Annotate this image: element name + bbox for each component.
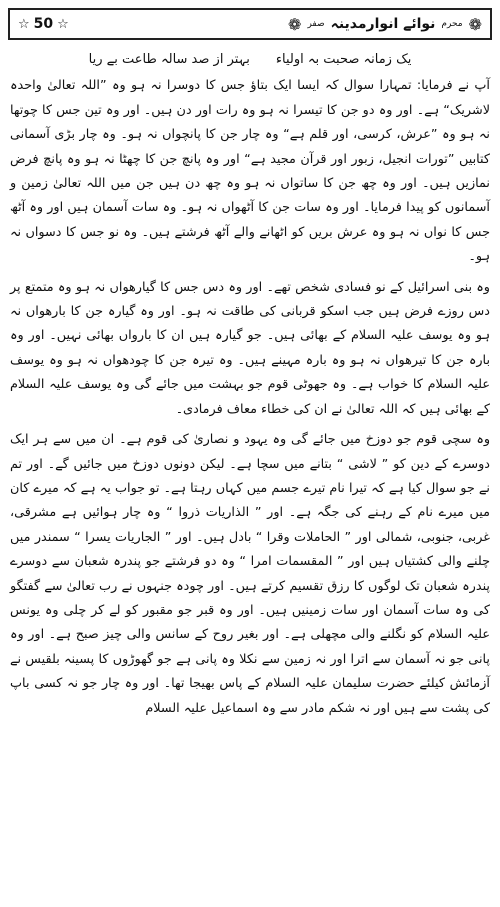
month-label-left: محرم (441, 19, 463, 29)
couplet-first-line: یک زمانہ صحبت بہ اولیاء (275, 52, 412, 67)
page-header (8, 8, 492, 40)
paragraph: آپ نے فرمایا: تمہارا سوال کہ ایسا ایک بتاؤ جس کا دوسرا نہ ہو وہ ”اللہ تعالیٰ واحدہ لاشریک“ ہے۔ اور وہ دو جن کا تیسرا نہ ہو وہ رات اور دن ہیں۔ اور وہ تین جس کا چوتھا نہ ہو وہ ”عرش، کرسی، اور قلم ہے“ وہ چار جن کا پانچواں نہ ہو۔ وہ چار بڑی آسمانی کتابیں ”تورات انجیل، زبور اور قرآن مجید ہے“ اور وہ پانچ جن کا چھٹا نہ ہو وہ پانچ فرض نمازیں ہیں۔ اور وہ چھ جن کا ساتواں نہ ہو وہ چھ دن ہیں جن میں اللہ تعالیٰ زمین و آسمانوں کو پیدا فرمایا۔ اور وہ سات جن کا آٹھواں نہ ہو۔ وہ سات آسمان ہیں اور وہ آٹھ جس کا نواں نہ ہو وہ عرش بریں کو اٹھانے والے آٹھ فرشتے ہیں۔ وہ نو جس کا دسواں نہ ہو۔ (10, 78, 490, 265)
flower-ornament-icon: ❁ (468, 14, 482, 34)
page-number: 50 (33, 16, 54, 32)
poetry-couplet (10, 48, 490, 72)
flower-ornament-icon: ❁ (288, 14, 302, 34)
article-body (10, 48, 490, 727)
paragraph: وہ بنی اسرائیل کے نو فسادی شخص تھے۔ اور وہ دس جس کا گیارھواں نہ ہو وہ متمتع پر دس روزے فرض ہیں جب اسکو قربانی کی طاقت نہ ہو۔ اور وہ گیارہ جن کا بارھواں نہ ہو وہ یوسف علیہ السلام کے بھائی ہیں۔ جو گیارہ ہیں ان کا بارواں بھائی نہیں۔ اور وہ بارہ جن کا تیرھواں نہ ہو وہ بارہ مہینے ہیں۔ وہ تیرہ جن کا چودھواں نہ ہو وہ یوسف علیہ السلام کا خواب ہے۔ وہ جھوٹی قوم جو بہشت میں جائے گی وہ یوسف علیہ السلام کے بھائی ہیں کہ اللہ تعالیٰ نے ان کی خطاء معاف فرمادی۔ (10, 279, 490, 417)
page-number-box (18, 16, 69, 32)
couplet-second-line: بہتر از صد سالہ طاعت بے ریا (88, 52, 250, 67)
month-label-right: صفر (307, 19, 325, 29)
magazine-title-box (288, 15, 482, 34)
magazine-title: نوائے انوارمدینہ (330, 16, 436, 32)
star-icon: ☆ (18, 16, 30, 32)
paragraph: وہ سچی قوم جو دوزخ میں جائے گی وہ یہود و نصاریٰ کی قوم ہے۔ ان میں سے ہر ایک دوسرے کے دین کو ” لاشی “ بتانے میں سچا ہے۔ لیکن دونوں دوزخ میں جائیں گے۔ اور تم نے جو سوال کیا ہے کہ تیرا نام تیرے جسم میں کہاں رہتا ہے۔ تو جواب یہ ہے کہ میرے کان میں میرے نام کے رہنے کی جگہ ہے۔ اور ” الذاریات ذروا “ وہ چار ہوائیں ہے مشرقی، غربی، جنوبی، شمالی اور ” الحاملات وقرا “ بادل ہیں۔ اور ” الجاریات یسرا “ سمندر میں چلنے والی کشتیاں ہیں اور ” المقسمات امرا “ وہ دو فرشتے جو پندرہ شعبان سے دوسرے پندرہ شعبان تک لوگوں کا رزق تقسیم کرتے ہیں۔ اور چودہ جنہوں نے رب تعالیٰ سے گفتگو کی وہ سات آسمان اور سات زمینیں ہیں۔ اور وہ قبر جو مقبور کو لے کر چلی وہ یونس علیہ السلام کو نگلنے والی مچھلی ہے۔ اور بغیر روح کے سانس والی چیز صبح ہے۔ اور وہ پانی جو نہ آسمان سے اترا اور نہ زمین سے نکلا وہ پانی ہے جو گھوڑوں کا پسینہ بلقیس نے آزمائش کیلئے حضرت سلیمان علیہ السلام کے پاس بھیجا تھا۔ اور وہ چار جو نہ کسی باپ کی پشت سے ہیں اور نہ شکم مادر سے وہ اسماعیل علیہ السلام (10, 432, 490, 716)
star-icon: ☆ (57, 16, 69, 32)
